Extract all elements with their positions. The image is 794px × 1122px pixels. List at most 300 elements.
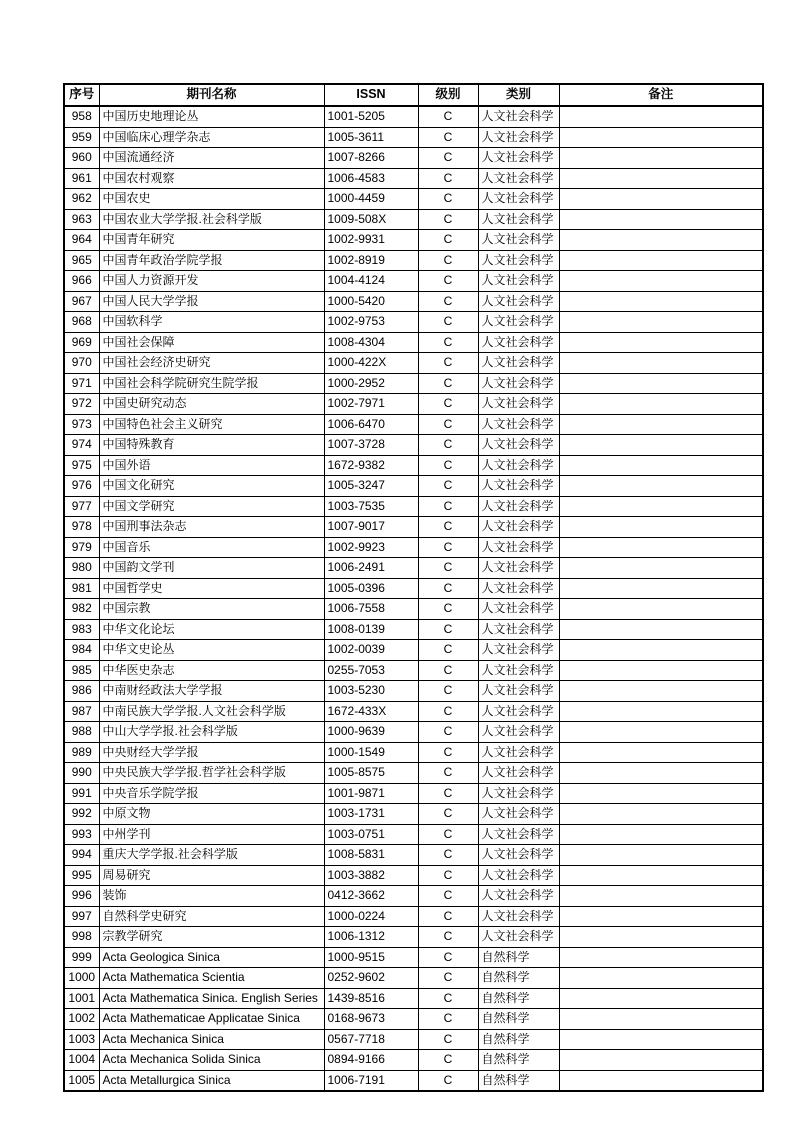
table-row bbox=[64, 927, 763, 948]
table-row bbox=[64, 148, 763, 169]
table-row bbox=[64, 865, 763, 886]
cell-issn: 1009-508X bbox=[324, 209, 418, 230]
cell-name: 中国农史 bbox=[99, 189, 324, 210]
cell-level: C bbox=[418, 373, 478, 394]
cell-category: 人文社会科学 bbox=[478, 353, 559, 374]
cell-note bbox=[559, 578, 763, 599]
cell-no: 997 bbox=[64, 906, 99, 927]
cell-name: 中央财经大学学报 bbox=[99, 742, 324, 763]
table-row bbox=[64, 106, 763, 127]
cell-no: 992 bbox=[64, 804, 99, 825]
table-row bbox=[64, 988, 763, 1009]
cell-no: 976 bbox=[64, 476, 99, 497]
cell-category: 人文社会科学 bbox=[478, 230, 559, 251]
cell-category: 人文社会科学 bbox=[478, 189, 559, 210]
cell-category: 自然科学 bbox=[478, 968, 559, 989]
cell-no: 991 bbox=[64, 783, 99, 804]
cell-note bbox=[559, 763, 763, 784]
cell-name: 中南民族大学学报.人文社会科学版 bbox=[99, 701, 324, 722]
cell-note bbox=[559, 209, 763, 230]
cell-issn: 1000-4459 bbox=[324, 189, 418, 210]
cell-category: 人文社会科学 bbox=[478, 722, 559, 743]
cell-category: 人文社会科学 bbox=[478, 599, 559, 620]
cell-note bbox=[559, 660, 763, 681]
table-row bbox=[64, 722, 763, 743]
cell-no: 987 bbox=[64, 701, 99, 722]
cell-note bbox=[559, 947, 763, 968]
table-row bbox=[64, 209, 763, 230]
table-row bbox=[64, 127, 763, 148]
cell-name: 中山大学学报.社会科学版 bbox=[99, 722, 324, 743]
cell-note bbox=[559, 168, 763, 189]
cell-no: 969 bbox=[64, 332, 99, 353]
table-row bbox=[64, 578, 763, 599]
table-row bbox=[64, 435, 763, 456]
table-row bbox=[64, 640, 763, 661]
cell-category: 人文社会科学 bbox=[478, 435, 559, 456]
cell-no: 964 bbox=[64, 230, 99, 251]
cell-level: C bbox=[418, 988, 478, 1009]
cell-category: 人文社会科学 bbox=[478, 640, 559, 661]
cell-name: 中国哲学史 bbox=[99, 578, 324, 599]
cell-level: C bbox=[418, 722, 478, 743]
cell-issn: 1003-5230 bbox=[324, 681, 418, 702]
cell-level: C bbox=[418, 496, 478, 517]
cell-note bbox=[559, 1009, 763, 1030]
cell-note bbox=[559, 148, 763, 169]
cell-level: C bbox=[418, 1029, 478, 1050]
cell-category: 人文社会科学 bbox=[478, 927, 559, 948]
cell-level: C bbox=[418, 291, 478, 312]
cell-note bbox=[559, 1029, 763, 1050]
cell-name: Acta Geologica Sinica bbox=[99, 947, 324, 968]
cell-name: 中国软科学 bbox=[99, 312, 324, 333]
cell-name: Acta Metallurgica Sinica bbox=[99, 1070, 324, 1091]
cell-issn: 0894-9166 bbox=[324, 1050, 418, 1071]
column-header-note: 备注 bbox=[559, 84, 763, 106]
table-row bbox=[64, 476, 763, 497]
cell-issn: 1002-8919 bbox=[324, 250, 418, 271]
cell-level: C bbox=[418, 168, 478, 189]
cell-issn: 1001-5205 bbox=[324, 106, 418, 127]
cell-issn: 1003-3882 bbox=[324, 865, 418, 886]
cell-no: 989 bbox=[64, 742, 99, 763]
cell-note bbox=[559, 189, 763, 210]
cell-category: 人文社会科学 bbox=[478, 148, 559, 169]
cell-level: C bbox=[418, 106, 478, 127]
table-row bbox=[64, 291, 763, 312]
cell-name: 中国特殊教育 bbox=[99, 435, 324, 456]
cell-name: Acta Mathematicae Applicatae Sinica bbox=[99, 1009, 324, 1030]
cell-level: C bbox=[418, 394, 478, 415]
table-row bbox=[64, 558, 763, 579]
cell-no: 988 bbox=[64, 722, 99, 743]
cell-category: 人文社会科学 bbox=[478, 804, 559, 825]
cell-issn: 1000-9515 bbox=[324, 947, 418, 968]
cell-no: 984 bbox=[64, 640, 99, 661]
table-row bbox=[64, 1050, 763, 1071]
cell-note bbox=[559, 783, 763, 804]
cell-note bbox=[559, 619, 763, 640]
cell-level: C bbox=[418, 804, 478, 825]
cell-no: 996 bbox=[64, 886, 99, 907]
cell-category: 人文社会科学 bbox=[478, 660, 559, 681]
cell-note bbox=[559, 537, 763, 558]
cell-note bbox=[559, 927, 763, 948]
cell-category: 人文社会科学 bbox=[478, 168, 559, 189]
cell-no: 972 bbox=[64, 394, 99, 415]
cell-category: 人文社会科学 bbox=[478, 578, 559, 599]
cell-issn: 1672-433X bbox=[324, 701, 418, 722]
cell-issn: 1000-1549 bbox=[324, 742, 418, 763]
cell-level: C bbox=[418, 1070, 478, 1091]
cell-note bbox=[559, 804, 763, 825]
cell-note bbox=[559, 394, 763, 415]
cell-level: C bbox=[418, 148, 478, 169]
cell-category: 人文社会科学 bbox=[478, 824, 559, 845]
cell-category: 人文社会科学 bbox=[478, 906, 559, 927]
cell-note bbox=[559, 250, 763, 271]
cell-note bbox=[559, 558, 763, 579]
cell-note bbox=[559, 373, 763, 394]
cell-level: C bbox=[418, 353, 478, 374]
cell-category: 人文社会科学 bbox=[478, 455, 559, 476]
cell-issn: 1006-7558 bbox=[324, 599, 418, 620]
cell-no: 963 bbox=[64, 209, 99, 230]
cell-no: 959 bbox=[64, 127, 99, 148]
cell-level: C bbox=[418, 763, 478, 784]
cell-issn: 0255-7053 bbox=[324, 660, 418, 681]
cell-level: C bbox=[418, 968, 478, 989]
cell-category: 人文社会科学 bbox=[478, 865, 559, 886]
cell-note bbox=[559, 476, 763, 497]
cell-name: Acta Mechanica Solida Sinica bbox=[99, 1050, 324, 1071]
cell-level: C bbox=[418, 947, 478, 968]
cell-category: 人文社会科学 bbox=[478, 476, 559, 497]
cell-name: 中国人力资源开发 bbox=[99, 271, 324, 292]
table-row bbox=[64, 394, 763, 415]
cell-category: 人文社会科学 bbox=[478, 537, 559, 558]
table-row bbox=[64, 886, 763, 907]
cell-note bbox=[559, 968, 763, 989]
cell-name: 中国文学研究 bbox=[99, 496, 324, 517]
cell-issn: 1002-7971 bbox=[324, 394, 418, 415]
journal-table-body bbox=[64, 106, 763, 1091]
cell-level: C bbox=[418, 209, 478, 230]
cell-issn: 1003-1731 bbox=[324, 804, 418, 825]
cell-note bbox=[559, 230, 763, 251]
header-row bbox=[64, 84, 763, 106]
cell-category: 人文社会科学 bbox=[478, 701, 559, 722]
cell-note bbox=[559, 496, 763, 517]
cell-note bbox=[559, 332, 763, 353]
cell-level: C bbox=[418, 906, 478, 927]
cell-no: 1003 bbox=[64, 1029, 99, 1050]
cell-name: 宗教学研究 bbox=[99, 927, 324, 948]
cell-level: C bbox=[418, 845, 478, 866]
cell-category: 自然科学 bbox=[478, 1029, 559, 1050]
cell-note bbox=[559, 435, 763, 456]
cell-name: 中华文化论坛 bbox=[99, 619, 324, 640]
table-row bbox=[64, 763, 763, 784]
cell-no: 990 bbox=[64, 763, 99, 784]
cell-issn: 1002-9931 bbox=[324, 230, 418, 251]
column-header-level: 级别 bbox=[418, 84, 478, 106]
cell-name: 中国流通经济 bbox=[99, 148, 324, 169]
cell-no: 978 bbox=[64, 517, 99, 538]
cell-note bbox=[559, 414, 763, 435]
cell-level: C bbox=[418, 865, 478, 886]
cell-name: 中国音乐 bbox=[99, 537, 324, 558]
cell-level: C bbox=[418, 824, 478, 845]
table-row bbox=[64, 353, 763, 374]
cell-name: 中国宗教 bbox=[99, 599, 324, 620]
cell-level: C bbox=[418, 701, 478, 722]
cell-name: 中央民族大学学报.哲学社会科学版 bbox=[99, 763, 324, 784]
cell-category: 人文社会科学 bbox=[478, 312, 559, 333]
cell-issn: 1002-9923 bbox=[324, 537, 418, 558]
cell-level: C bbox=[418, 332, 478, 353]
cell-category: 人文社会科学 bbox=[478, 332, 559, 353]
cell-category: 人文社会科学 bbox=[478, 291, 559, 312]
cell-no: 973 bbox=[64, 414, 99, 435]
cell-category: 人文社会科学 bbox=[478, 394, 559, 415]
table-row bbox=[64, 824, 763, 845]
table-row bbox=[64, 271, 763, 292]
cell-note bbox=[559, 824, 763, 845]
cell-level: C bbox=[418, 886, 478, 907]
cell-issn: 1008-0139 bbox=[324, 619, 418, 640]
cell-category: 人文社会科学 bbox=[478, 783, 559, 804]
cell-no: 993 bbox=[64, 824, 99, 845]
cell-category: 人文社会科学 bbox=[478, 373, 559, 394]
cell-issn: 1005-3611 bbox=[324, 127, 418, 148]
cell-category: 自然科学 bbox=[478, 1070, 559, 1091]
cell-category: 人文社会科学 bbox=[478, 250, 559, 271]
cell-note bbox=[559, 127, 763, 148]
cell-no: 999 bbox=[64, 947, 99, 968]
cell-note bbox=[559, 312, 763, 333]
cell-category: 人文社会科学 bbox=[478, 558, 559, 579]
cell-no: 970 bbox=[64, 353, 99, 374]
cell-no: 967 bbox=[64, 291, 99, 312]
cell-note bbox=[559, 886, 763, 907]
cell-no: 1002 bbox=[64, 1009, 99, 1030]
cell-note bbox=[559, 599, 763, 620]
cell-no: 961 bbox=[64, 168, 99, 189]
cell-name: 中国青年研究 bbox=[99, 230, 324, 251]
table-row bbox=[64, 1009, 763, 1030]
cell-name: Acta Mathematica Scientia bbox=[99, 968, 324, 989]
cell-issn: 1008-5831 bbox=[324, 845, 418, 866]
cell-category: 自然科学 bbox=[478, 988, 559, 1009]
table-row bbox=[64, 230, 763, 251]
table-row bbox=[64, 845, 763, 866]
cell-issn: 0567-7718 bbox=[324, 1029, 418, 1050]
cell-note bbox=[559, 106, 763, 127]
cell-note bbox=[559, 353, 763, 374]
cell-issn: 1006-2491 bbox=[324, 558, 418, 579]
table-row bbox=[64, 189, 763, 210]
cell-issn: 1006-1312 bbox=[324, 927, 418, 948]
cell-name: 中国外语 bbox=[99, 455, 324, 476]
cell-category: 人文社会科学 bbox=[478, 517, 559, 538]
cell-name: 自然科学史研究 bbox=[99, 906, 324, 927]
cell-level: C bbox=[418, 189, 478, 210]
cell-name: 周易研究 bbox=[99, 865, 324, 886]
cell-no: 995 bbox=[64, 865, 99, 886]
cell-name: Acta Mechanica Sinica bbox=[99, 1029, 324, 1050]
cell-issn: 0412-3662 bbox=[324, 886, 418, 907]
cell-no: 962 bbox=[64, 189, 99, 210]
column-header-no: 序号 bbox=[64, 84, 99, 106]
cell-no: 982 bbox=[64, 599, 99, 620]
cell-name: 中国社会保障 bbox=[99, 332, 324, 353]
cell-level: C bbox=[418, 1050, 478, 1071]
cell-issn: 1000-0224 bbox=[324, 906, 418, 927]
cell-note bbox=[559, 640, 763, 661]
cell-no: 983 bbox=[64, 619, 99, 640]
table-row bbox=[64, 414, 763, 435]
cell-category: 人文社会科学 bbox=[478, 742, 559, 763]
cell-level: C bbox=[418, 271, 478, 292]
cell-level: C bbox=[418, 599, 478, 620]
journal-table-container bbox=[63, 83, 764, 1092]
cell-no: 974 bbox=[64, 435, 99, 456]
cell-no: 971 bbox=[64, 373, 99, 394]
cell-name: 中南财经政法大学学报 bbox=[99, 681, 324, 702]
cell-name: 中国历史地理论丛 bbox=[99, 106, 324, 127]
table-row bbox=[64, 804, 763, 825]
cell-level: C bbox=[418, 537, 478, 558]
cell-issn: 1439-8516 bbox=[324, 988, 418, 1009]
cell-issn: 1672-9382 bbox=[324, 455, 418, 476]
cell-level: C bbox=[418, 455, 478, 476]
cell-level: C bbox=[418, 250, 478, 271]
cell-note bbox=[559, 291, 763, 312]
cell-name: 中州学刊 bbox=[99, 824, 324, 845]
cell-no: 960 bbox=[64, 148, 99, 169]
cell-name: 中国刑事法杂志 bbox=[99, 517, 324, 538]
cell-name: 重庆大学学报.社会科学版 bbox=[99, 845, 324, 866]
cell-category: 自然科学 bbox=[478, 1050, 559, 1071]
cell-name: 中华文史论丛 bbox=[99, 640, 324, 661]
cell-name: 中国社会经济史研究 bbox=[99, 353, 324, 374]
cell-note bbox=[559, 742, 763, 763]
cell-category: 人文社会科学 bbox=[478, 127, 559, 148]
cell-category: 人文社会科学 bbox=[478, 619, 559, 640]
table-row bbox=[64, 906, 763, 927]
cell-name: Acta Mathematica Sinica. English Series bbox=[99, 988, 324, 1009]
cell-no: 994 bbox=[64, 845, 99, 866]
cell-issn: 1004-4124 bbox=[324, 271, 418, 292]
cell-no: 998 bbox=[64, 927, 99, 948]
cell-no: 975 bbox=[64, 455, 99, 476]
column-header-issn: ISSN bbox=[324, 84, 418, 106]
cell-issn: 1007-3728 bbox=[324, 435, 418, 456]
cell-level: C bbox=[418, 1009, 478, 1030]
cell-no: 965 bbox=[64, 250, 99, 271]
cell-category: 自然科学 bbox=[478, 947, 559, 968]
table-row bbox=[64, 496, 763, 517]
cell-note bbox=[559, 865, 763, 886]
table-row bbox=[64, 742, 763, 763]
cell-name: 中国临床心理学杂志 bbox=[99, 127, 324, 148]
cell-no: 966 bbox=[64, 271, 99, 292]
cell-category: 人文社会科学 bbox=[478, 681, 559, 702]
column-header-category: 类别 bbox=[478, 84, 559, 106]
table-row bbox=[64, 250, 763, 271]
cell-issn: 1002-9753 bbox=[324, 312, 418, 333]
cell-name: 中原文物 bbox=[99, 804, 324, 825]
cell-no: 980 bbox=[64, 558, 99, 579]
cell-no: 1001 bbox=[64, 988, 99, 1009]
cell-no: 985 bbox=[64, 660, 99, 681]
table-row bbox=[64, 701, 763, 722]
table-row bbox=[64, 332, 763, 353]
cell-note bbox=[559, 701, 763, 722]
cell-level: C bbox=[418, 230, 478, 251]
cell-name: 中国人民大学学报 bbox=[99, 291, 324, 312]
journal-table bbox=[63, 83, 764, 1092]
cell-note bbox=[559, 455, 763, 476]
cell-note bbox=[559, 906, 763, 927]
cell-category: 人文社会科学 bbox=[478, 886, 559, 907]
table-row bbox=[64, 619, 763, 640]
table-row bbox=[64, 1029, 763, 1050]
cell-category: 自然科学 bbox=[478, 1009, 559, 1030]
cell-note bbox=[559, 1070, 763, 1091]
table-row bbox=[64, 660, 763, 681]
table-row bbox=[64, 455, 763, 476]
cell-level: C bbox=[418, 517, 478, 538]
cell-no: 986 bbox=[64, 681, 99, 702]
cell-level: C bbox=[418, 312, 478, 333]
cell-name: 中国特色社会主义研究 bbox=[99, 414, 324, 435]
cell-note bbox=[559, 517, 763, 538]
cell-name: 中国农村观察 bbox=[99, 168, 324, 189]
cell-level: C bbox=[418, 927, 478, 948]
cell-issn: 1006-4583 bbox=[324, 168, 418, 189]
cell-level: C bbox=[418, 435, 478, 456]
table-row bbox=[64, 168, 763, 189]
cell-category: 人文社会科学 bbox=[478, 271, 559, 292]
cell-issn: 1001-9871 bbox=[324, 783, 418, 804]
table-row bbox=[64, 783, 763, 804]
cell-level: C bbox=[418, 578, 478, 599]
cell-level: C bbox=[418, 127, 478, 148]
cell-level: C bbox=[418, 660, 478, 681]
cell-no: 1000 bbox=[64, 968, 99, 989]
cell-name: 中国韵文学刊 bbox=[99, 558, 324, 579]
cell-no: 958 bbox=[64, 106, 99, 127]
cell-no: 1005 bbox=[64, 1070, 99, 1091]
cell-issn: 1005-3247 bbox=[324, 476, 418, 497]
cell-category: 人文社会科学 bbox=[478, 496, 559, 517]
cell-note bbox=[559, 271, 763, 292]
cell-name: 中国史研究动态 bbox=[99, 394, 324, 415]
cell-issn: 1006-7191 bbox=[324, 1070, 418, 1091]
table-row bbox=[64, 681, 763, 702]
table-row bbox=[64, 968, 763, 989]
cell-no: 979 bbox=[64, 537, 99, 558]
cell-issn: 1006-6470 bbox=[324, 414, 418, 435]
cell-name: 中国社会科学院研究生院学报 bbox=[99, 373, 324, 394]
table-row bbox=[64, 312, 763, 333]
cell-level: C bbox=[418, 742, 478, 763]
table-row bbox=[64, 947, 763, 968]
cell-note bbox=[559, 681, 763, 702]
